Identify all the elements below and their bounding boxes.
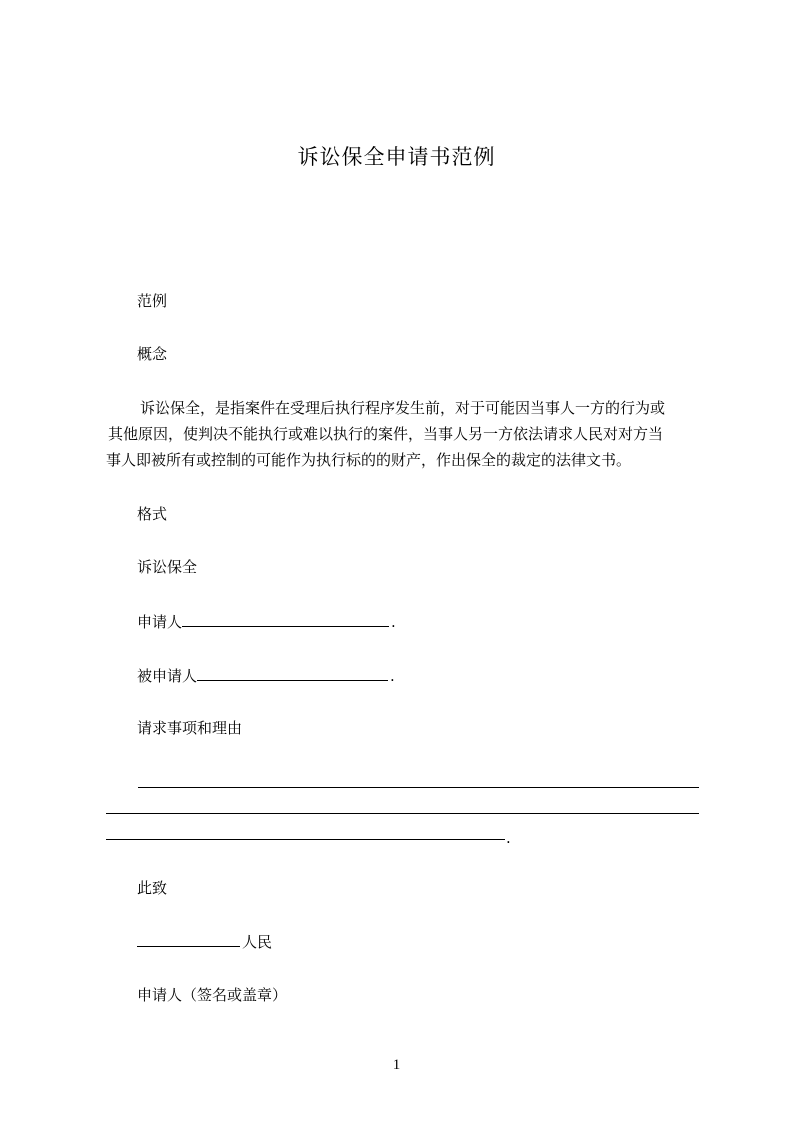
request-rule-2[interactable] <box>106 813 699 814</box>
court-blank[interactable] <box>137 931 240 947</box>
heading-example: 范例 <box>137 292 168 310</box>
closing: 此致 <box>137 879 168 897</box>
format-title: 诉讼保全 <box>137 558 198 576</box>
request-period: . <box>506 829 511 847</box>
concept-line-1: 诉讼保全，是指案件在受理后执行程序发生前，对于可能因当事人一方的行为或 <box>140 399 666 417</box>
concept-paragraph <box>106 395 706 473</box>
court-line <box>137 931 272 952</box>
heading-concept: 概念 <box>137 345 168 363</box>
applicant-blank[interactable] <box>182 611 389 627</box>
respondent-label: 被申请人 <box>137 667 198 685</box>
request-heading: 请求事项和理由 <box>137 719 243 737</box>
respondent-period: . <box>390 667 395 685</box>
document-title: 诉讼保全申请书范例 <box>297 145 496 169</box>
page-number: 1 <box>392 1057 401 1073</box>
heading-format: 格式 <box>137 505 168 523</box>
concept-line-3: 事人即被所有或控制的可能作为执行标的的财产，作出保全的裁定的法律文书。 <box>106 451 632 469</box>
applicant-label: 申请人 <box>137 613 183 631</box>
request-rule-3[interactable] <box>106 839 505 840</box>
signature-label: 申请人（签名或盖章） <box>137 986 288 1004</box>
court-suffix: 人民 <box>242 933 273 951</box>
applicant-line <box>137 611 396 632</box>
respondent-blank[interactable] <box>197 665 388 681</box>
applicant-period: . <box>391 613 396 631</box>
concept-line-2: 其他原因，使判决不能执行或难以执行的案件，当事人另一方依法请求人民对对方当 <box>108 425 664 443</box>
respondent-line <box>137 665 395 686</box>
request-rule-1[interactable] <box>138 787 699 788</box>
